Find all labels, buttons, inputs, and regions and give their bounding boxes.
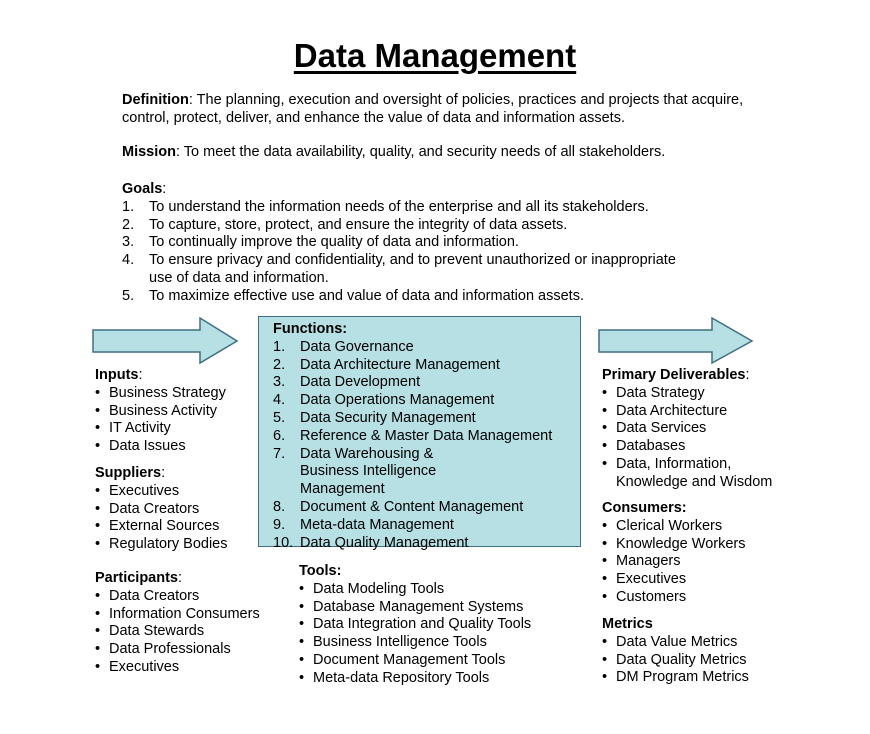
function-number: 1.	[273, 338, 286, 355]
deliverables-label: Primary Deliverables	[602, 367, 746, 383]
goal-number: 5.	[122, 287, 135, 304]
tool-item: • Business Intelligence Tools	[299, 634, 559, 652]
consumers-heading: Consumers:	[602, 500, 687, 516]
goals-list	[122, 199, 702, 306]
tools-heading: Tools:	[299, 563, 342, 579]
consumer-item: • Executives	[602, 571, 782, 589]
definition-text: : The planning, execution and oversight of policies, practices and projects that acquire, control, protect, deliver, and enhance the value of data and information assets.	[122, 92, 744, 126]
goal-text: To ensure privacy and confidentiality, and to prevent unauthorized or inappropriate use of data and information.	[149, 252, 676, 286]
function-number: 7.	[273, 445, 286, 462]
function-text: Data Operations Management	[300, 392, 495, 409]
function-item	[273, 374, 573, 392]
mission	[122, 144, 762, 162]
consumer-item: • Customers	[602, 589, 782, 607]
page-title	[0, 36, 870, 76]
function-text: Data Quality Management	[300, 534, 469, 551]
deliverables-suffix: :	[745, 367, 750, 383]
participants-list	[95, 588, 270, 677]
inputs-list	[95, 385, 260, 456]
goal-number: 1.	[122, 198, 135, 215]
functions-heading: Functions:	[273, 321, 348, 337]
deliverable-item: • Data Services	[602, 420, 782, 438]
participant-item: • Data Professionals	[95, 641, 270, 659]
function-text: Data Security Management	[300, 409, 476, 426]
function-item	[273, 535, 573, 553]
function-number: 3.	[273, 374, 286, 391]
function-item	[273, 428, 573, 446]
function-number: 9.	[273, 516, 286, 533]
function-number: 10.	[273, 534, 294, 551]
goal-text: To maximize effective use and value of data and information assets.	[149, 287, 584, 304]
goals	[122, 181, 702, 306]
inputs-suffix: :	[138, 367, 143, 383]
function-text: Data Warehousing & Business Intelligence Management	[300, 445, 437, 498]
deliverable-item: • Data Strategy	[602, 385, 782, 403]
deliverables-list	[602, 385, 782, 492]
goal-number: 4.	[122, 252, 135, 269]
deliverables	[602, 367, 782, 492]
suppliers	[95, 465, 260, 554]
tool-item: • Document Management Tools	[299, 652, 559, 670]
goal-item	[122, 288, 702, 306]
supplier-item: • Executives	[95, 483, 260, 501]
participant-item: • Data Creators	[95, 588, 270, 606]
supplier-item: • Regulatory Bodies	[95, 536, 260, 554]
goal-text: To capture, store, protect, and ensure the integrity of data assets.	[149, 216, 568, 233]
left-arrow-icon	[92, 317, 240, 365]
suppliers-heading	[95, 465, 260, 483]
deliverable-item: • Data Architecture	[602, 403, 782, 421]
goals-label: Goals	[122, 181, 163, 197]
function-item	[273, 410, 573, 428]
participant-item: • Information Consumers	[95, 606, 270, 624]
goal-number: 3.	[122, 234, 135, 251]
tools	[299, 563, 559, 688]
tool-item: • Data Modeling Tools	[299, 581, 559, 599]
supplier-item: • Data Creators	[95, 501, 260, 519]
tool-item: • Data Integration and Quality Tools	[299, 616, 559, 634]
suppliers-suffix: :	[161, 465, 166, 481]
function-item	[273, 392, 573, 410]
inputs-heading	[95, 367, 260, 385]
function-number: 5.	[273, 409, 286, 426]
function-text: Data Development	[300, 374, 421, 391]
functions-list	[273, 339, 573, 553]
supplier-item: • External Sources	[95, 518, 260, 536]
participant-item: • Data Stewards	[95, 623, 270, 641]
inputs-label: Inputs	[95, 367, 139, 383]
metrics	[602, 616, 782, 687]
input-item: • Business Activity	[95, 403, 260, 421]
goal-text: To understand the information needs of the enterprise and all its stakeholders.	[149, 198, 649, 215]
metric-item: • DM Program Metrics	[602, 669, 782, 687]
definition-label: Definition	[122, 92, 189, 108]
definition	[122, 92, 762, 128]
metric-item: • Data Value Metrics	[602, 634, 782, 652]
function-number: 4.	[273, 392, 286, 409]
input-item: • Data Issues	[95, 438, 260, 456]
participants	[95, 570, 270, 677]
goal-item	[122, 217, 702, 235]
suppliers-list	[95, 483, 260, 554]
function-text: Data Architecture Management	[300, 356, 500, 373]
suppliers-label: Suppliers	[95, 465, 162, 481]
function-text: Document & Content Management	[300, 498, 524, 515]
consumer-item: • Knowledge Workers	[602, 536, 782, 554]
goals-heading	[122, 181, 702, 199]
tools-list	[299, 581, 559, 688]
consumers	[602, 500, 782, 607]
goal-number: 2.	[122, 216, 135, 233]
function-text: Data Governance	[300, 338, 414, 355]
function-number: 8.	[273, 498, 286, 515]
function-item	[273, 446, 573, 499]
function-item	[273, 499, 573, 517]
goal-text: To continually improve the quality of data and information.	[149, 234, 519, 251]
participants-label: Participants	[95, 570, 178, 586]
right-arrow-icon	[598, 317, 756, 365]
metric-item: • Data Quality Metrics	[602, 652, 782, 670]
tool-item: • Database Management Systems	[299, 599, 559, 617]
function-text: Reference & Master Data Management	[300, 427, 553, 444]
goals-suffix: :	[162, 181, 167, 197]
goal-item	[122, 234, 702, 252]
title-text: Data Management	[293, 37, 577, 74]
goal-item	[122, 252, 702, 288]
tool-item: • Meta-data Repository Tools	[299, 670, 559, 688]
mission-label: Mission	[122, 144, 176, 160]
metrics-list	[602, 634, 782, 687]
function-text: Meta-data Management	[300, 516, 454, 533]
function-number: 2.	[273, 356, 286, 373]
participant-item: • Executives	[95, 659, 270, 677]
input-item: • IT Activity	[95, 420, 260, 438]
functions	[273, 321, 573, 552]
function-item	[273, 357, 573, 375]
deliverables-heading	[602, 367, 782, 385]
input-item: • Business Strategy	[95, 385, 260, 403]
consumer-item: • Managers	[602, 553, 782, 571]
metrics-heading: Metrics	[602, 616, 653, 632]
participants-heading	[95, 570, 270, 588]
goal-item	[122, 199, 702, 217]
consumers-list	[602, 518, 782, 607]
function-number: 6.	[273, 427, 286, 444]
participants-suffix: :	[178, 570, 183, 586]
function-item	[273, 339, 573, 357]
mission-text: : To meet the data availability, quality, and security needs of all stakeholders.	[175, 144, 666, 160]
inputs	[95, 367, 260, 456]
deliverable-item: • Databases	[602, 438, 782, 456]
function-item	[273, 517, 573, 535]
consumer-item: • Clerical Workers	[602, 518, 782, 536]
deliverable-item: • Data, Information, Knowledge and Wisdom	[602, 456, 782, 492]
